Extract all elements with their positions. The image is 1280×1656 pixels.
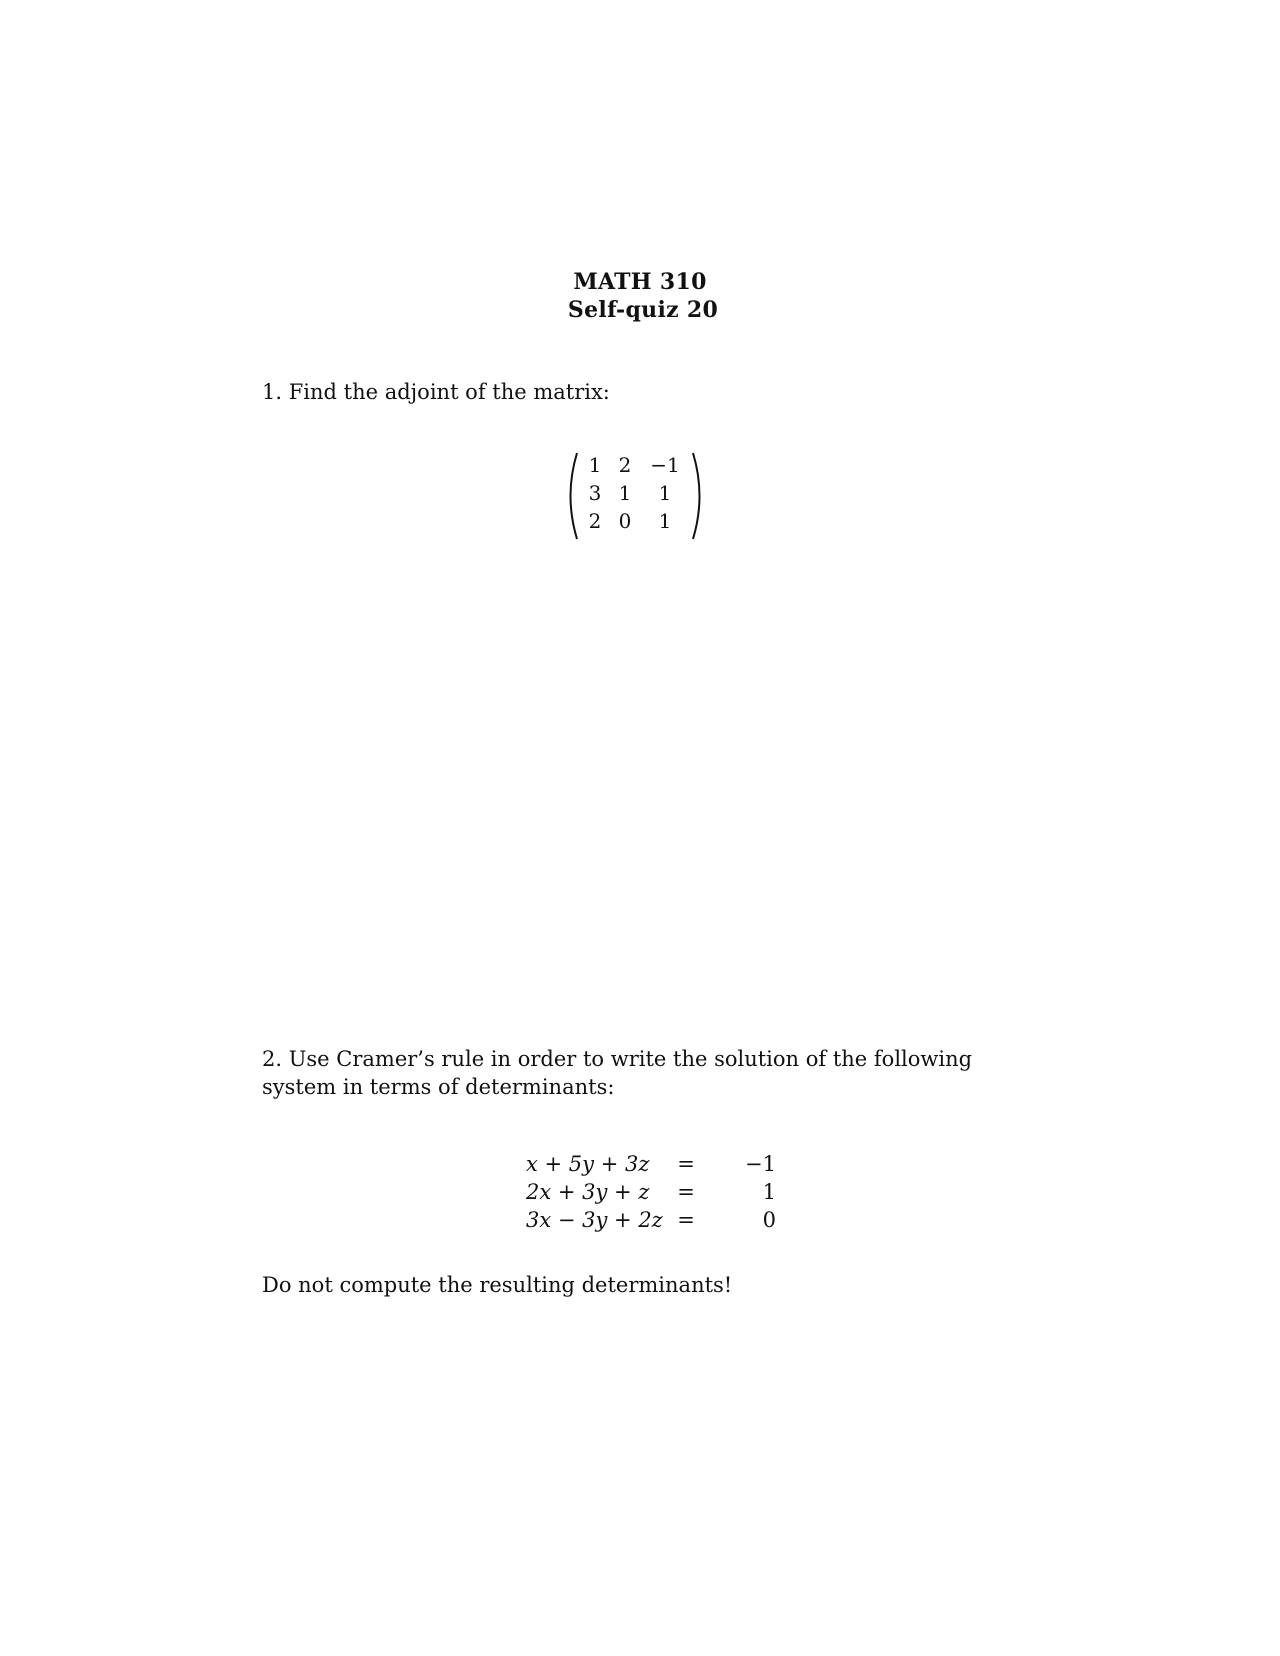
equation-row [526, 1206, 786, 1234]
matrix-cell: 1 [588, 453, 602, 477]
equals-sign: = [677, 1208, 695, 1232]
matrix-cell: 2 [588, 509, 602, 533]
left-parenthesis [562, 451, 580, 541]
matrix-cell: 0 [618, 509, 632, 533]
equation-system [526, 1150, 786, 1234]
equation-rhs: −1 [745, 1152, 776, 1176]
right-parenthesis [690, 451, 708, 541]
equation-row [526, 1150, 786, 1178]
question-2-note: Do not compute the resulting determinants! [262, 1273, 733, 1297]
matrix-cell: 1 [618, 481, 632, 505]
equals-sign: = [677, 1152, 695, 1176]
question-2-text: 2. Use Cramer’s rule in order to write the solution of the following system in terms of determinants: [262, 1047, 973, 1099]
equation-lhs: x + 5y + 3z [526, 1152, 650, 1176]
matrix [562, 451, 708, 541]
matrix-cell: 1 [658, 481, 672, 505]
equals-sign: = [677, 1180, 695, 1204]
matrix-entries [580, 451, 690, 535]
equation-lhs: 2x + 3y + z [526, 1180, 650, 1204]
matrix-cell: −1 [650, 453, 680, 477]
question-1-text: 1. Find the adjoint of the matrix: [262, 380, 610, 404]
matrix-cell: 1 [658, 509, 672, 533]
matrix-cell: 3 [588, 481, 602, 505]
matrix-row [580, 451, 690, 479]
matrix-row [580, 479, 690, 507]
matrix-row [580, 507, 690, 535]
page-title [0, 268, 1280, 324]
equation-lhs: 3x − 3y + 2z [526, 1208, 663, 1232]
course-title: MATH 310 [573, 269, 707, 295]
equation-rhs: 0 [762, 1208, 776, 1232]
equation-rhs: 1 [762, 1180, 776, 1204]
matrix-cell: 2 [618, 453, 632, 477]
quiz-title: Self-quiz 20 [567, 297, 719, 323]
equation-row [526, 1178, 786, 1206]
